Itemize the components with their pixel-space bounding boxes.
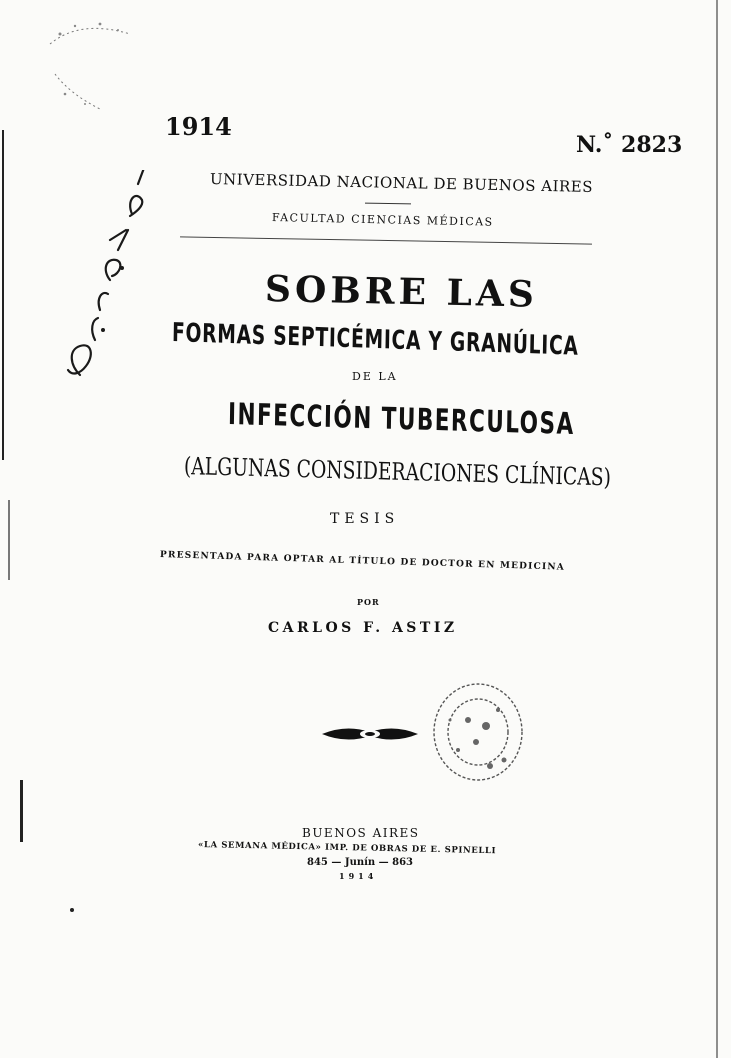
- imprint-year: 1914: [339, 871, 378, 881]
- library-stamp: [428, 680, 528, 794]
- left-margin-dot: [70, 908, 74, 912]
- author-name: CARLOS F. ASTIZ: [268, 620, 458, 636]
- title-connector: DE LA: [352, 370, 398, 383]
- catalog-number: N.˚ 2823: [576, 132, 683, 158]
- faculty-name: FACULTAD CIENCIAS MÉDICAS: [271, 211, 494, 229]
- left-margin-bar: [20, 780, 23, 842]
- corner-ink-smudge: [40, 14, 150, 128]
- title-subtitle: (ALGUNAS CONSIDERACIONES CLÍNICAS): [183, 452, 612, 492]
- imprint-printer: «LA SEMANA MÉDICA» IMP. DE OBRAS DE E. SPINELLI: [197, 840, 497, 857]
- imprint-address: 845 — Junín — 863: [307, 857, 414, 868]
- thesis-purpose: PRESENTADA PARA OPTAR AL TÍTULO DE DOCTOR EN MEDICINA: [159, 550, 566, 573]
- imprint-city: BUENOS AIRES: [302, 826, 420, 840]
- handwritten-annotation: [40, 170, 150, 394]
- title-line-1: SOBRE LAS: [264, 268, 539, 316]
- right-edge-shadow: [716, 0, 718, 1058]
- long-divider: [180, 236, 592, 244]
- thesis-label: TESIS: [330, 511, 400, 527]
- short-divider: [365, 203, 411, 205]
- publication-year-header: 1914: [165, 112, 232, 141]
- left-edge-mark: [8, 500, 10, 580]
- left-edge-shadow: [2, 130, 4, 460]
- ornament-divider-icon: [322, 722, 418, 750]
- title-line-3: INFECCIÓN TUBERCULOSA: [227, 397, 575, 443]
- university-name: UNIVERSIDAD NACIONAL DE BUENOS AIRES: [209, 170, 594, 197]
- title-line-2: FORMAS SEPTICÉMICA Y GRANÚLICA: [171, 318, 579, 362]
- by-label: POR: [357, 597, 380, 607]
